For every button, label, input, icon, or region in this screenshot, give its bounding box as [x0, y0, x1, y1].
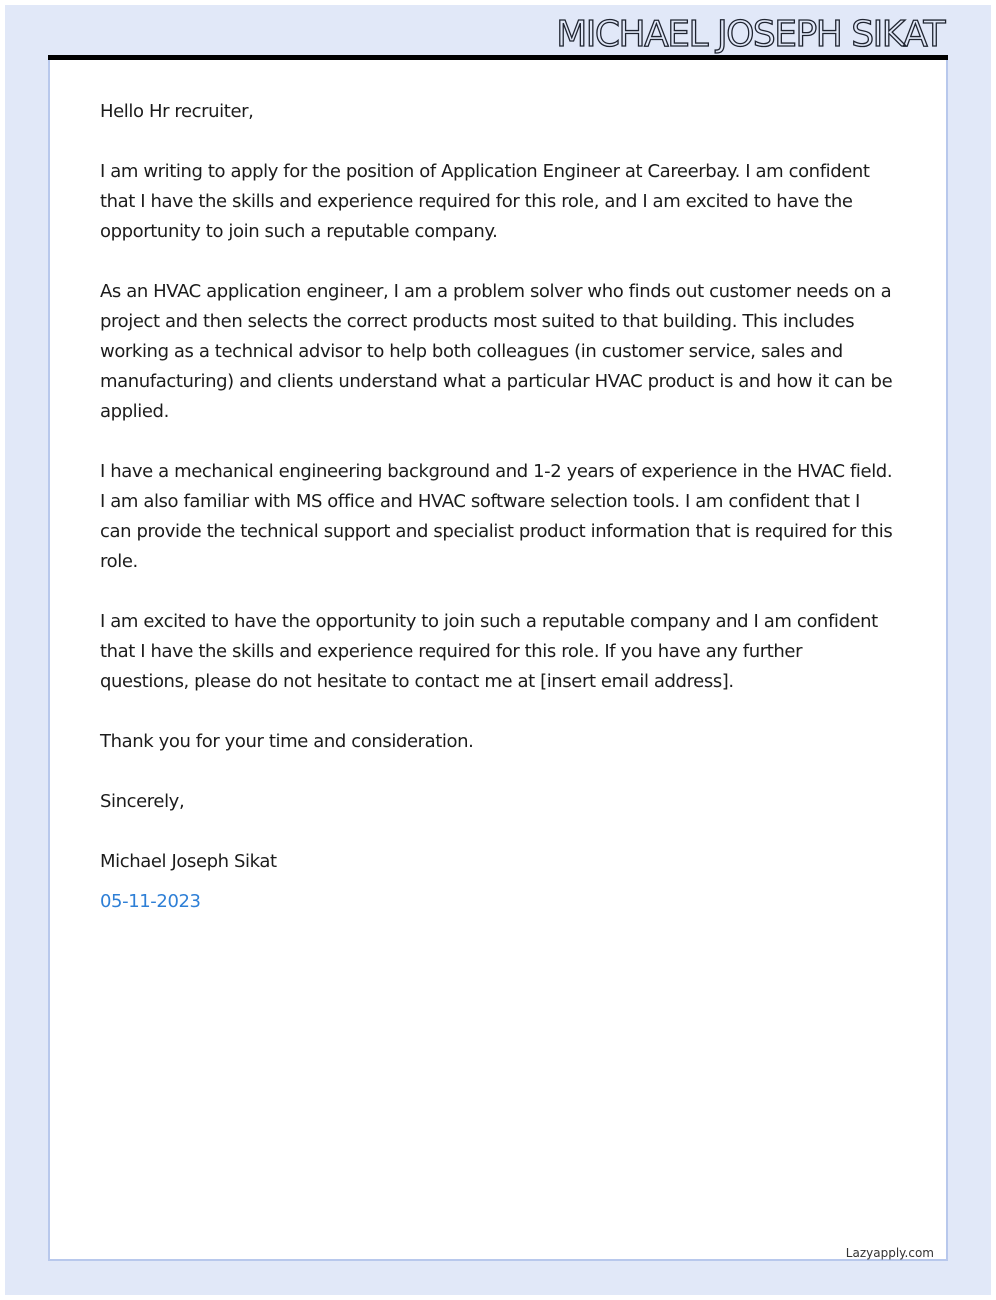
letter-paragraph-1: I am writing to apply for the position of Application Engineer at Careerbay. I am confident that I have the skills and experience required for this role, and I am excited to have the opportunity to join such a reputable company. — [100, 161, 870, 242]
letter-body — [100, 97, 895, 947]
header-name: MICHAEL JOSEPH SIKAT — [556, 14, 944, 55]
letter-signature: Michael Joseph Sikat — [100, 851, 277, 872]
letter-date: 05-11-2023 — [100, 891, 201, 912]
letter-paragraph-5: Thank you for your time and consideration. — [100, 731, 474, 752]
watermark-link[interactable]: Lazyapply.com — [845, 1246, 934, 1260]
letter-paragraph-3: I have a mechanical engineering background and 1-2 years of experience in the HVAC field. I am also familiar with MS office and HVAC software selection tools. I am confident that I can provide the technical support and specialist product information that is required for this role. — [100, 461, 893, 572]
letter-paragraph-4: I am excited to have the opportunity to join such a reputable company and I am confident that I have the skills and experience required for this role. If you have any further questions, please do not hesitate to contact me at [insert email address]. — [100, 611, 878, 692]
letter-greeting: Hello Hr recruiter, — [100, 101, 254, 122]
letter-closing: Sincerely, — [100, 791, 185, 812]
letter-paragraph-2: As an HVAC application engineer, I am a problem solver who finds out customer needs on a project and then selects the correct products most suited to that building. This includes working as a technical advisor to help both colleagues (in customer service, sales and manufacturing) and clients understand what a particular HVAC product is and how it can be applied. — [100, 281, 893, 422]
